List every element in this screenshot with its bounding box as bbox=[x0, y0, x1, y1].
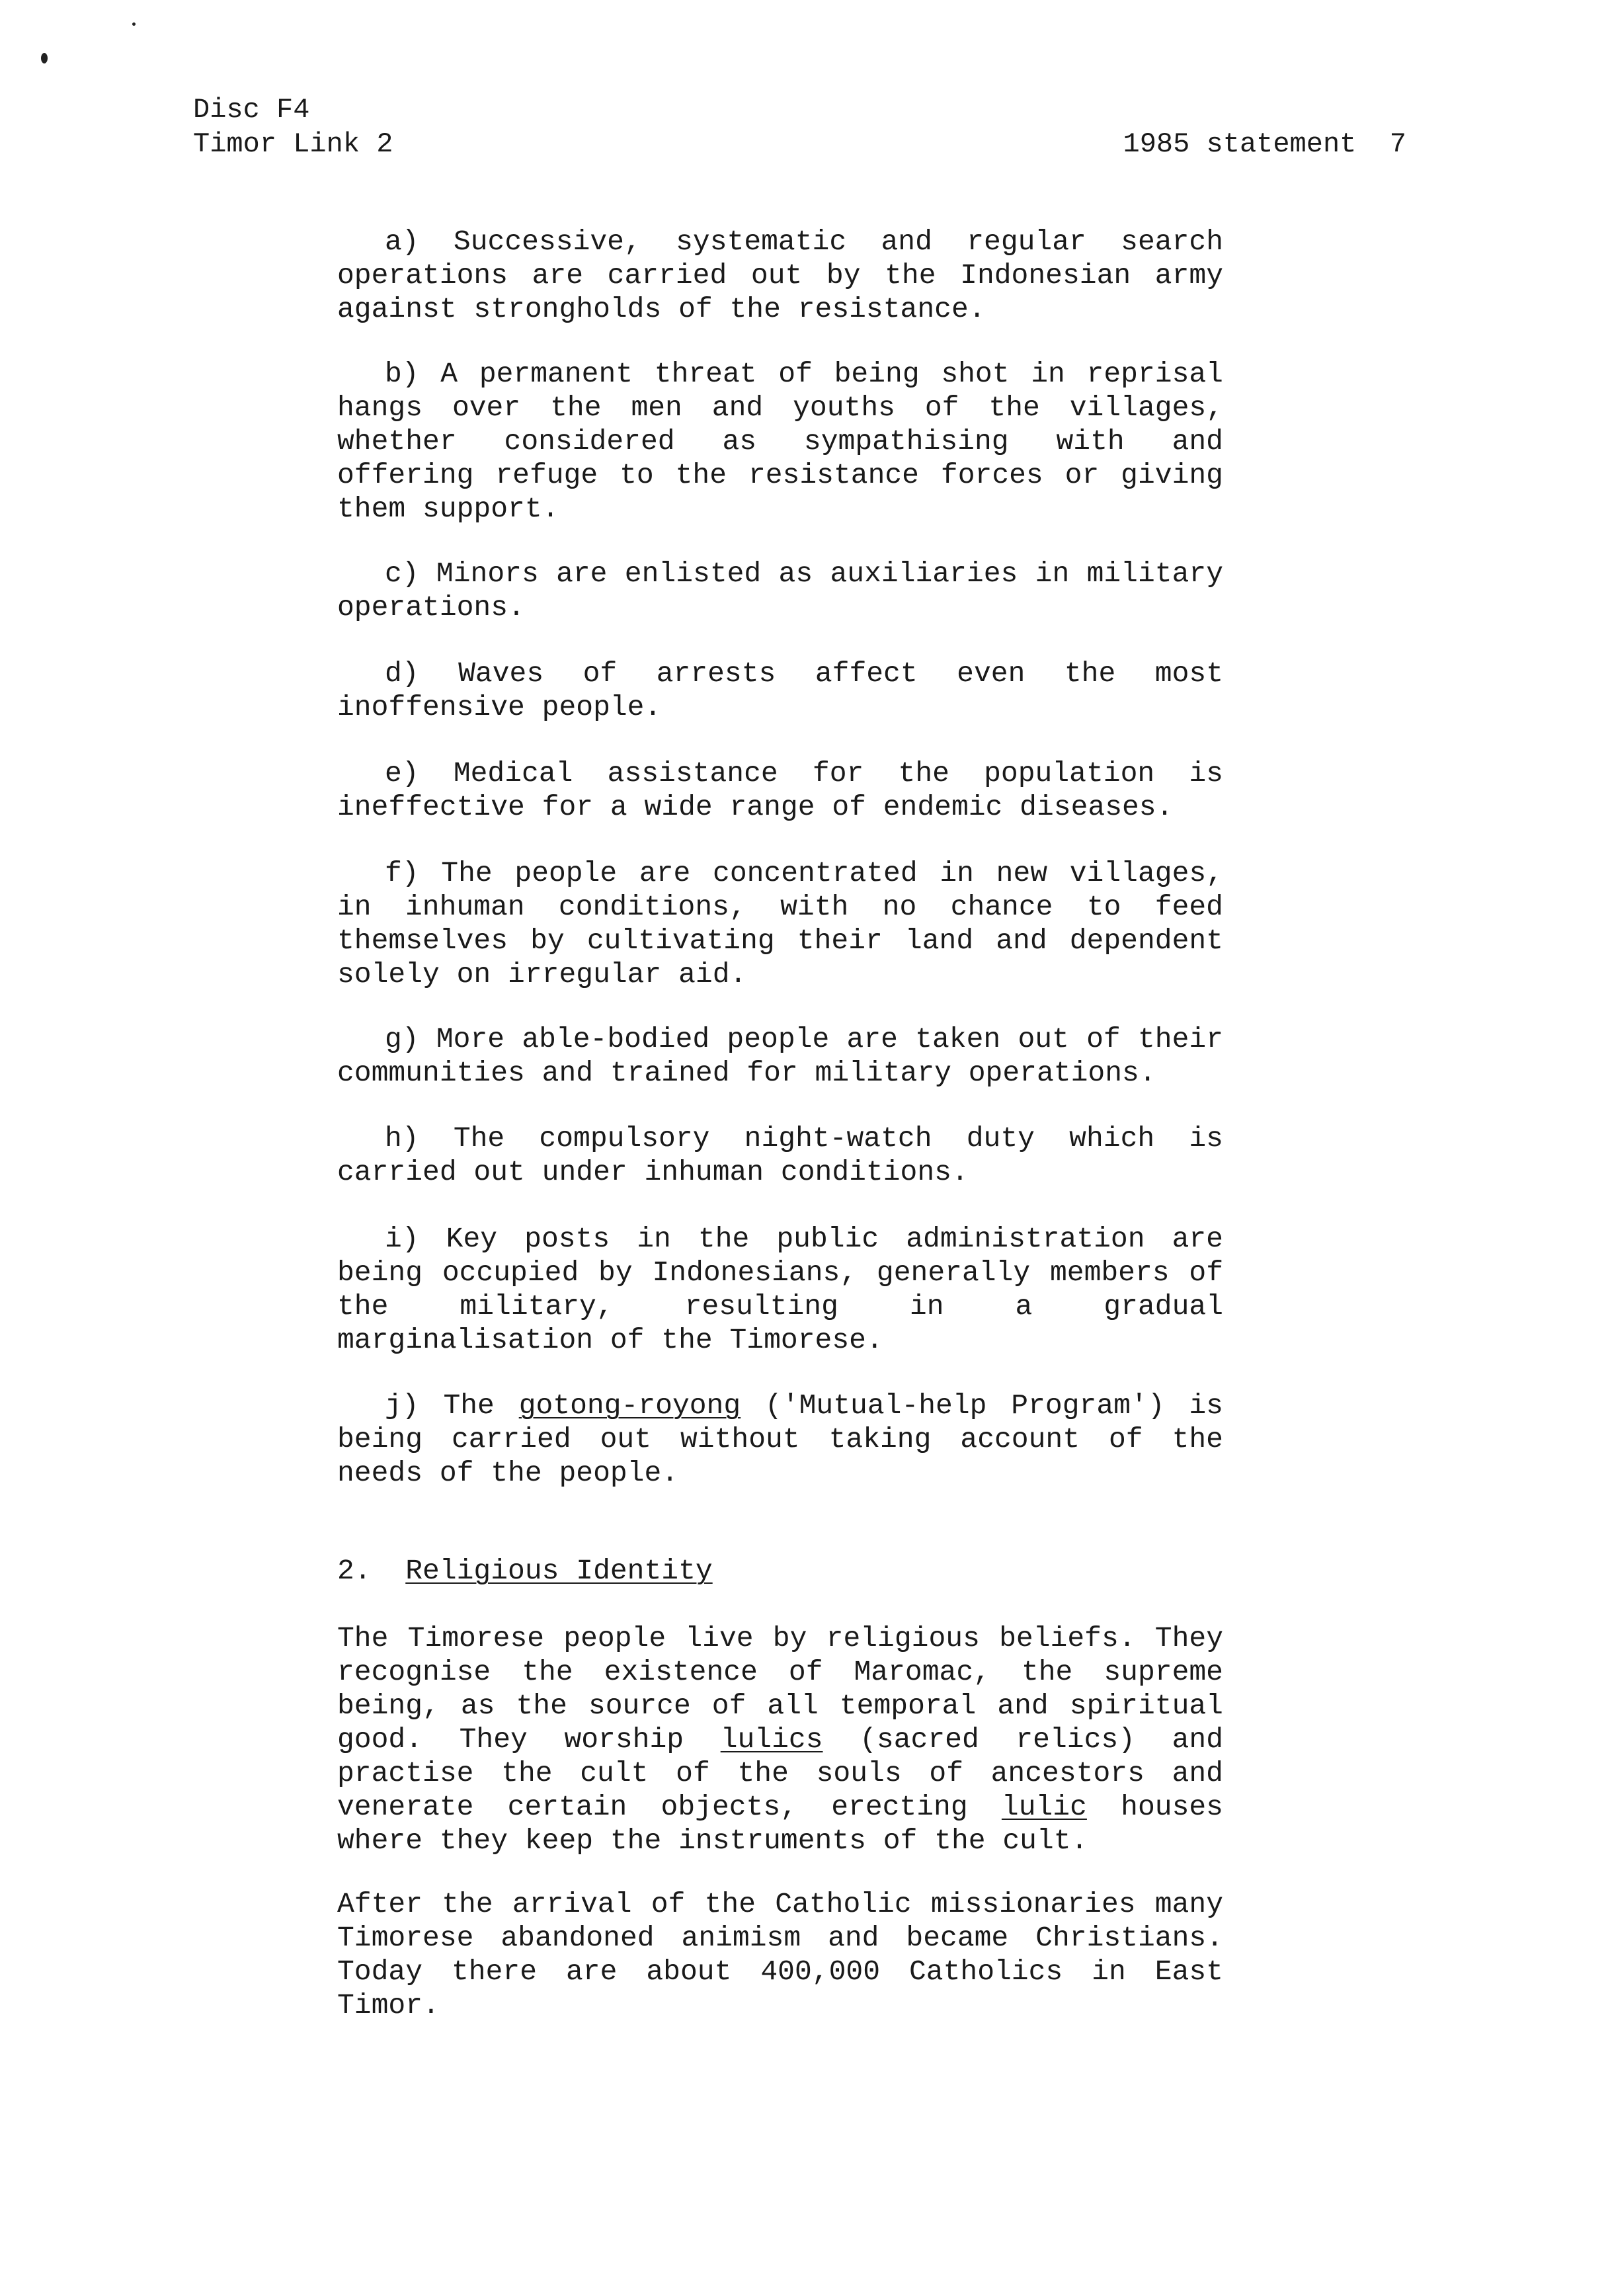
term-lulic: lulic bbox=[1001, 1791, 1087, 1823]
scan-speck bbox=[132, 22, 136, 26]
item-j-suffix: ('Mutual-help Program') is being carried out without taking account of the needs of the people. bbox=[337, 1389, 1223, 1489]
scan-speck bbox=[41, 53, 48, 63]
list-item-h: h) The compulsory night-watch duty which is carried out under inhuman conditions. bbox=[337, 1122, 1223, 1188]
item-j-term: gotong-royong bbox=[518, 1389, 741, 1422]
header-disc: Disc F4 bbox=[193, 94, 310, 126]
religion-text-3: houses where they keep the instruments of the cult. bbox=[337, 1791, 1223, 1857]
term-lulics: lulics bbox=[720, 1723, 823, 1756]
header-left bbox=[193, 93, 393, 161]
header-series: Timor Link 2 bbox=[193, 128, 393, 160]
religion-paragraph bbox=[337, 1621, 1223, 1858]
list-item-d: d) Waves of arrests affect even the most inoffensive people. bbox=[337, 657, 1223, 723]
item-j-prefix: j) The bbox=[385, 1389, 519, 1422]
list-item-b: b) A permanent threat of being shot in reprisal hangs over the men and youths of the villages, whether considered as sympathising with and offering refuge to the resistance forces or giving them support. bbox=[337, 358, 1223, 525]
list-item-j bbox=[337, 1389, 1223, 1490]
section-heading bbox=[337, 1554, 713, 1588]
list-item-e: e) Medical assistance for the population is ineffective for a wide range of endemic diseases. bbox=[337, 757, 1223, 823]
list-item-f: f) The people are concentrated in new villages, in inhuman conditions, with no chance to feed themselves by cultivating their land and dependent solely on irregular aid. bbox=[337, 857, 1223, 991]
section-title: Religious Identity bbox=[405, 1555, 713, 1587]
religion-text-2: (sacred relics) and practise the cult of the souls of ancestors and venerate certain objects, erecting bbox=[337, 1723, 1223, 1823]
header-page-label: 1985 statement 7 bbox=[1123, 128, 1406, 160]
religion-text-1: The Timorese people live by religious beliefs. They recognise the existence of Maromac, the supreme being, as the source of all temporal and spiritual good. They worship bbox=[337, 1622, 1223, 1756]
list-item-g: g) More able-bodied people are taken out of their communities and trained for military operations. bbox=[337, 1023, 1223, 1089]
missionaries-paragraph: After the arrival of the Catholic missionaries many Timorese abandoned animism and became Christians. Today there are about 400,000 Catholics in East Timor. bbox=[337, 1888, 1223, 2022]
list-item-a: a) Successive, systematic and regular search operations are carried out by the Indonesian army against strongholds of the resistance. bbox=[337, 226, 1223, 325]
list-item-c: c) Minors are enlisted as auxiliaries in military operations. bbox=[337, 557, 1223, 624]
section-number: 2. bbox=[337, 1555, 372, 1587]
list-item-i: i) Key posts in the public administration are being occupied by Indonesians, generally members of the military, resulting in a gradual marginalisation of the Timorese. bbox=[337, 1223, 1223, 1356]
